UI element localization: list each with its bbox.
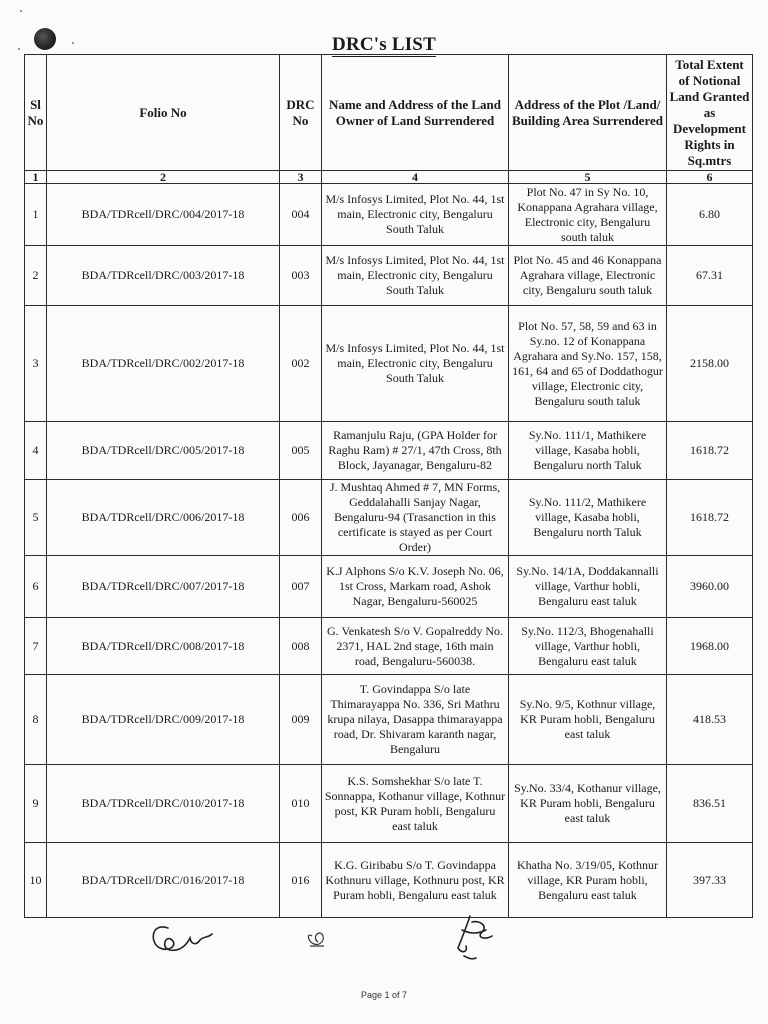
cell-drc-no: 004 (280, 184, 322, 246)
cell-plot-address: Sy.No. 112/3, Bhogenahalli village, Varthur hobli, Bengaluru east taluk (509, 618, 667, 675)
cell-drc-no: 006 (280, 480, 322, 556)
header-owner: Name and Address of the Land Owner of Land Surrendered (322, 55, 509, 171)
column-number: 5 (509, 171, 667, 184)
cell-folio-no: BDA/TDRcell/DRC/003/2017-18 (47, 246, 280, 306)
table-row (25, 422, 753, 480)
cell-folio-no: BDA/TDRcell/DRC/008/2017-18 (47, 618, 280, 675)
cell-total-extent: 1618.72 (667, 480, 753, 556)
table-row (25, 184, 753, 246)
cell-plot-address: Plot No. 47 in Sy No. 10, Konappana Agrahara village, Electronic city, Bengaluru south taluk (509, 184, 667, 246)
cell-owner: M/s Infosys Limited, Plot No. 44, 1st main, Electronic city, Bengaluru South Taluk (322, 184, 509, 246)
cell-plot-address: Khatha No. 3/19/05, Kothnur village, KR Puram hobli, Bengaluru east taluk (509, 843, 667, 918)
table-row (25, 556, 753, 618)
cell-sl-no: 5 (25, 480, 47, 556)
cell-total-extent: 3960.00 (667, 556, 753, 618)
cell-folio-no: BDA/TDRcell/DRC/006/2017-18 (47, 480, 280, 556)
drc-table (24, 54, 753, 918)
cell-plot-address: Sy.No. 14/1A, Doddakannalli village, Varthur hobli, Bengaluru east taluk (509, 556, 667, 618)
table-row (25, 675, 753, 765)
cell-sl-no: 4 (25, 422, 47, 480)
page-title (0, 34, 768, 56)
header-total-extent: Total Extent of Notional Land Granted as Development Rights in Sq.mtrs (667, 55, 753, 171)
column-number-row (25, 171, 753, 184)
cell-folio-no: BDA/TDRcell/DRC/005/2017-18 (47, 422, 280, 480)
cell-sl-no: 6 (25, 556, 47, 618)
signatures (0, 908, 768, 968)
signature-1 (153, 927, 212, 950)
cell-drc-no: 010 (280, 765, 322, 843)
cell-drc-no: 016 (280, 843, 322, 918)
cell-plot-address: Plot No. 45 and 46 Konappana Agrahara village, Electronic city, Bengaluru south taluk (509, 246, 667, 306)
cell-drc-no: 009 (280, 675, 322, 765)
header-folio-no: Folio No (47, 55, 280, 171)
cell-drc-no: 003 (280, 246, 322, 306)
cell-owner: K.J Alphons S/o K.V. Joseph No. 06, 1st Cross, Markam road, Ashok Nagar, Bengaluru-560025 (322, 556, 509, 618)
table-row (25, 246, 753, 306)
cell-folio-no: BDA/TDRcell/DRC/010/2017-18 (47, 765, 280, 843)
column-number: 6 (667, 171, 753, 184)
cell-owner: K.G. Giribabu S/o T. Govindappa Kothnuru village, Kothnuru post, KR Puram hobli, Bengaluru east taluk (322, 843, 509, 918)
cell-total-extent: 836.51 (667, 765, 753, 843)
cell-owner: G. Venkatesh S/o V. Gopalreddy No. 2371, HAL 2nd stage, 16th main road, Bengaluru-560038. (322, 618, 509, 675)
signature-2 (458, 916, 492, 959)
header-sl-no: Sl No (25, 55, 47, 171)
cell-drc-no: 002 (280, 306, 322, 422)
cell-sl-no: 1 (25, 184, 47, 246)
cell-total-extent: 6.80 (667, 184, 753, 246)
cell-folio-no: BDA/TDRcell/DRC/004/2017-18 (47, 184, 280, 246)
cell-plot-address: Sy.No. 111/2, Mathikere village, Kasaba hobli, Bengaluru north Taluk (509, 480, 667, 556)
cell-sl-no: 2 (25, 246, 47, 306)
cell-drc-no: 008 (280, 618, 322, 675)
stamp-mark (308, 933, 324, 946)
cell-folio-no: BDA/TDRcell/DRC/009/2017-18 (47, 675, 280, 765)
cell-sl-no: 9 (25, 765, 47, 843)
cell-plot-address: Plot No. 57, 58, 59 and 63 in Sy.no. 12 of Konappana Agrahara and Sy.No. 157, 158, 161, 64 and 65 of Doddathogur village, Electronic city, Bengaluru south taluk (509, 306, 667, 422)
cell-total-extent: 2158.00 (667, 306, 753, 422)
cell-drc-no: 005 (280, 422, 322, 480)
cell-total-extent: 67.31 (667, 246, 753, 306)
cell-plot-address: Sy.No. 33/4, Kothanur village, KR Puram hobli, Bengaluru east taluk (509, 765, 667, 843)
table-row (25, 843, 753, 918)
column-number: 2 (47, 171, 280, 184)
cell-total-extent: 1968.00 (667, 618, 753, 675)
cell-owner: J. Mushtaq Ahmed # 7, MN Forms, Geddalahalli Sanjay Nagar, Bengaluru-94 (Trasanction in this certificate is stayed as per Court Order) (322, 480, 509, 556)
cell-owner: Ramanjulu Raju, (GPA Holder for Raghu Ram) # 27/1, 47th Cross, 8th Block, Jayanagar, Bengaluru-82 (322, 422, 509, 480)
cell-sl-no: 3 (25, 306, 47, 422)
cell-owner: M/s Infosys Limited, Plot No. 44, 1st main, Electronic city, Bengaluru South Taluk (322, 246, 509, 306)
cell-plot-address: Sy.No. 111/1, Mathikere village, Kasaba hobli, Bengaluru north Taluk (509, 422, 667, 480)
table-row (25, 480, 753, 556)
column-number: 1 (25, 171, 47, 184)
cell-total-extent: 397.33 (667, 843, 753, 918)
table-row (25, 306, 753, 422)
table-row (25, 765, 753, 843)
cell-owner: K.S. Somshekhar S/o late T. Sonnappa, Kothanur village, Kothnur post, KR Puram hobli, Bengaluru east taluk (322, 765, 509, 843)
column-number: 4 (322, 171, 509, 184)
cell-sl-no: 7 (25, 618, 47, 675)
cell-folio-no: BDA/TDRcell/DRC/007/2017-18 (47, 556, 280, 618)
header-plot-address: Address of the Plot /Land/ Building Area Surrendered (509, 55, 667, 171)
table-row (25, 618, 753, 675)
cell-folio-no: BDA/TDRcell/DRC/002/2017-18 (47, 306, 280, 422)
cell-total-extent: 418.53 (667, 675, 753, 765)
cell-sl-no: 10 (25, 843, 47, 918)
cell-owner: T. Govindappa S/o late Thimarayappa No. 336, Sri Mathru krupa nilaya, Dasappa thimarayappa road, Dr. Shivaram karanth nagar, Bengaluru (322, 675, 509, 765)
cell-sl-no: 8 (25, 675, 47, 765)
title-text: DRC's LIST (332, 34, 436, 55)
cell-owner: M/s Infosys Limited, Plot No. 44, 1st main, Electronic city, Bengaluru South Taluk (322, 306, 509, 422)
page-footer: Page 1 of 7 (360, 990, 408, 1000)
cell-total-extent: 1618.72 (667, 422, 753, 480)
table-header-row (25, 55, 753, 171)
column-number: 3 (280, 171, 322, 184)
cell-plot-address: Sy.No. 9/5, Kothnur village, KR Puram hobli, Bengaluru east taluk (509, 675, 667, 765)
header-drc-no: DRC No (280, 55, 322, 171)
scan-speck (20, 10, 22, 12)
cell-drc-no: 007 (280, 556, 322, 618)
cell-folio-no: BDA/TDRcell/DRC/016/2017-18 (47, 843, 280, 918)
